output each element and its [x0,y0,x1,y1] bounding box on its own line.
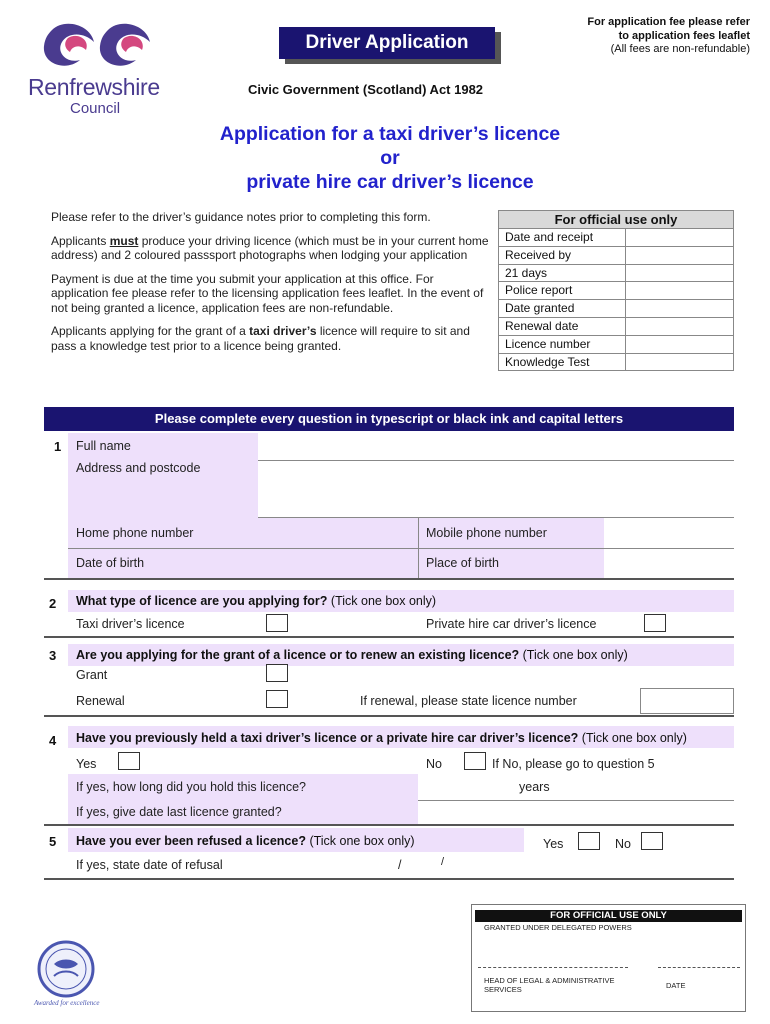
address-underline [258,517,734,518]
official-use-row-label: 21 days [499,265,626,282]
act-title: Civic Government (Scotland) Act 1982 [248,82,484,97]
dob-label: Date of birth [76,556,145,570]
official-use-row-label: Renewal date [499,318,626,335]
q5-yes-label: Yes [543,837,564,851]
refusal-date-slash-1: / [398,858,402,872]
q4-no-note: If No, please go to question 5 [492,757,655,771]
intro-paragraph-2 [51,234,493,263]
official-use-row-field[interactable] [626,229,733,246]
main-title-line-1: Application for a taxi driver’s licence [219,123,561,145]
refusal-date-label: If yes, state date of refusal [76,858,223,872]
official-use-title: For official use only [499,211,733,229]
intro-paragraph-4 [51,324,493,353]
charter-mark-caption: Awarded for excellence [34,999,100,1007]
section-divider-3 [44,715,734,717]
section-divider-4 [44,824,734,826]
intro-paragraph-3: Payment is due at the time you submit your application at this office. For application fee please refer to the licensing application fees leaflet. In the event of not being granted a licence, application fees are non-refundable. [51,271,484,315]
official-use-row-field[interactable] [626,282,733,299]
address-field[interactable] [262,462,732,515]
official-use-row-label: Date granted [499,300,626,317]
instructions-banner-text: Please complete every question in typescript or black ink and capital letters [154,411,624,426]
date-dashes [658,967,740,968]
footer-official-box [471,904,746,1012]
renewal-licence-number-label: If renewal, please state licence number [360,694,577,708]
official-use-row [499,300,733,318]
q2-hint: (Tick one box only) [327,594,437,608]
head-of-legal-line-1: HEAD OF LEGAL & ADMINISTRATIVE [484,976,615,985]
refusal-date-field[interactable] [340,854,500,876]
q2-question [76,594,436,608]
section-divider-1 [44,578,734,580]
address-label: Address and postcode [76,461,201,475]
q4-hint: (Tick one box only) [578,731,687,745]
footer-date-label: DATE [666,981,686,990]
council-name: Renfrewshire [28,74,160,100]
section-divider-5 [44,878,734,880]
renewal-label: Renewal [76,694,125,708]
charter-mark-seal-icon [32,940,102,998]
grant-checkbox[interactable] [266,664,288,682]
taxi-licence-label: Taxi driver’s licence [76,617,185,631]
q5-no-label: No [615,837,631,851]
q4-yes-label: Yes [76,757,97,771]
intro-paragraph-2-a: Applicants [51,233,110,248]
years-label: years [519,780,550,794]
phc-licence-label: Private hire car driver’s licence [426,617,597,631]
intro-paragraph-4-a: Applicants applying for the grant of a [51,324,250,338]
section-divider-2 [44,636,734,638]
how-long-label: If yes, how long did you hold this licence? [76,780,306,794]
official-use-row-label: Date and receipt [499,229,626,246]
official-use-row-label: Licence number [499,336,626,353]
q5-yes-checkbox[interactable] [578,832,600,850]
main-title [0,122,770,194]
q5-question [76,834,415,848]
intro-must: must [109,233,139,248]
last-granted-label: If yes, give date last licence granted? [76,805,282,819]
council-logo [28,20,178,120]
mobile-phone-field[interactable] [606,519,732,546]
q4-no-label: No [426,757,442,771]
official-use-row-label: Received by [499,247,626,264]
instructions-banner [44,407,734,431]
renewal-licence-number-field[interactable] [640,688,734,714]
official-use-row-field[interactable] [626,265,733,282]
home-phone-label: Home phone number [76,526,194,540]
official-use-row-label: Police report [499,282,626,299]
how-long-field[interactable] [420,776,520,798]
fee-note [530,16,750,57]
q3-question-text: Are you applying for the grant of a licence or to renew an existing licence? [76,648,520,662]
granted-delegated: GRANTED UNDER DELEGATED POWERS [484,923,632,932]
taxi-licence-checkbox[interactable] [266,614,288,632]
official-use-row-field[interactable] [626,336,733,353]
form-title-text: Driver Application [305,32,469,53]
official-use-row-field[interactable] [626,354,733,372]
question-2-number: 2 [49,596,57,611]
q5-no-checkbox[interactable] [641,832,663,850]
intro-text [51,210,493,353]
main-title-line-2: or [380,147,400,169]
phone-underline [68,548,734,549]
fee-note-line-2: to application fees leaflet [618,29,750,42]
form-title [279,27,495,59]
charter-mark [30,940,106,1010]
full-name-underline [258,460,734,461]
q4-no-checkbox[interactable] [464,752,486,770]
council-logo-emblem-icon [34,20,174,70]
official-use-row [499,354,733,372]
official-use-row [499,229,733,247]
main-title-line-3: private hire car driver’s licence [246,171,534,193]
signature-dashes [478,967,628,968]
official-use-row-label: Knowledge Test [499,354,626,372]
q5-question-text: Have you ever been refused a licence? [76,834,306,848]
mobile-phone-label: Mobile phone number [426,526,547,540]
fee-note-line-1: For application fee please refer [587,16,750,28]
last-granted-field[interactable] [420,802,732,822]
question-4-number: 4 [49,733,57,748]
official-use-row [499,318,733,336]
head-of-legal-line-2: SERVICES [484,985,522,994]
fee-note-line-3: (All fees are non-refundable) [610,43,750,55]
official-use-row [499,336,733,354]
q3-question [76,648,628,662]
renewal-checkbox[interactable] [266,690,288,708]
intro-paragraph-1: Please refer to the driver’s guidance notes prior to completing this form. [51,210,431,224]
q3-hint: (Tick one box only) [519,648,628,662]
official-use-row [499,247,733,265]
official-use-rows [499,229,733,371]
question-3-number: 3 [49,648,57,663]
intro-taxi-drivers: taxi driver’s [249,324,317,338]
council-subtitle: Council [70,100,121,117]
pob-label: Place of birth [426,556,499,570]
official-use-row [499,282,733,300]
q2-question-text: What type of licence are you applying for? [76,594,328,608]
intro-paragraph-2-b: produce your driving licence (which must be in your current home address) and 2 coloured passsport photographs when lodging your application [51,233,489,262]
intro-paragraph-4-b: licence will require to sit and pass a knowledge test prior to a licence being granted. [51,324,470,353]
phone-divider [418,517,419,578]
official-use-row-field[interactable] [626,300,733,317]
refusal-date-slash-2: / [441,856,445,868]
official-use-row-field[interactable] [626,247,733,264]
pob-field[interactable] [606,550,732,576]
question-1-number: 1 [54,439,62,454]
how-long-underline [418,800,734,801]
q5-hint: (Tick one box only) [305,834,415,848]
footer-official-title: FOR OFFICIAL USE ONLY [475,910,742,922]
phc-licence-checkbox[interactable] [644,614,666,632]
official-use-row-field[interactable] [626,318,733,335]
question-5-number: 5 [49,834,57,849]
q4-question [76,731,687,745]
q4-yes-checkbox[interactable] [118,752,140,770]
full-name-field[interactable] [262,436,732,458]
official-use-row [499,265,733,283]
q4-question-text: Have you previously held a taxi driver’s licence or a private hire car driver’s licence? [76,731,579,745]
grant-label: Grant [76,668,108,682]
full-name-label: Full name [76,439,131,453]
official-use-table [498,210,734,371]
